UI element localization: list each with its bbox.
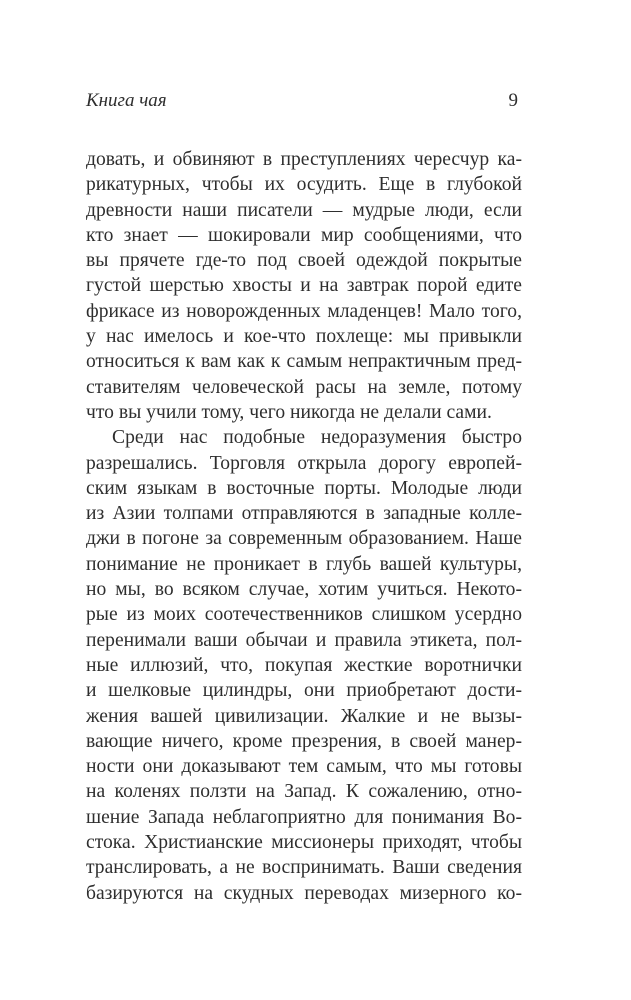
text-line: фрикасе из новорожденных младенцев! Мало того,	[86, 300, 522, 322]
paragraph	[86, 147, 522, 425]
text-line: и шелковые цилиндры, они приобретают дости-	[86, 680, 522, 702]
text-line: стока. Христианские миссионеры приходят, чтобы	[86, 832, 522, 854]
text-line: джи в погоне за современным образованием. Наше	[86, 528, 522, 550]
text-line: жения вашей цивилизации. Жалкие и не вызы-	[86, 705, 522, 727]
text-line: древности наши писатели — мудрые люди, если	[86, 199, 522, 221]
page-number: 9	[508, 90, 518, 111]
text-line: на коленях ползти на Запад. К сожалению, отно-	[86, 781, 522, 803]
text-line: из Азии толпами отправляются в западные колле-	[86, 503, 522, 525]
text-line: вающие ничего, кроме презрения, в своей манер-	[86, 730, 522, 752]
body-text	[86, 147, 522, 906]
text-line: довать, и обвиняют в преступлениях чересчур ка-	[86, 149, 522, 170]
text-line: ским языкам в восточные порты. Молодые люди	[86, 477, 522, 499]
text-line: шение Запада неблагоприятно для понимания Во-	[86, 806, 522, 828]
text-line: транслировать, а не воспринимать. Ваши сведения	[86, 857, 522, 879]
text-line: ставителям человеческой расы на земле, потому	[86, 376, 522, 398]
running-title: Книга чая	[86, 90, 167, 111]
text-line: что вы учили тому, чего никогда не делали сами.	[86, 401, 492, 423]
text-line: базируются на скудных переводах мизерного ко-	[86, 882, 522, 904]
paragraph	[86, 425, 522, 906]
text-line: но мы, во всяком случае, хотим учиться. Некото-	[86, 579, 522, 601]
text-line: ные иллюзий, что, покупая жесткие воротнички	[86, 654, 522, 676]
running-header	[86, 90, 522, 116]
text-line: густой шерстью хвосты и на завтрак порой едите	[86, 275, 522, 297]
text-line: кто знает — шокировали мир сообщениями, что	[86, 224, 522, 246]
text-line: перенимали ваши обычаи и правила этикета, пол-	[86, 629, 522, 651]
text-line: ности они доказывают тем самым, что мы готовы	[86, 756, 522, 778]
text-line: понимание не проникает в глубь вашей культуры,	[86, 553, 522, 575]
text-line: рые из моих соотечественников слишком усердно	[86, 604, 522, 626]
text-line: вы прячете где-то под своей одеждой покрытые	[86, 250, 522, 272]
text-line: рикатурных, чтобы их осудить. Еще в глубокой	[86, 174, 522, 196]
text-line: разрешались. Торговля открыла дорогу европей-	[86, 452, 522, 474]
text-line: относиться к вам как к самым непрактичным пред-	[86, 351, 522, 373]
text-line: у нас имелось и кое-что похлеще: мы привыкли	[86, 326, 522, 348]
text-line: Среди нас подобные недоразумения быстро	[112, 427, 522, 449]
